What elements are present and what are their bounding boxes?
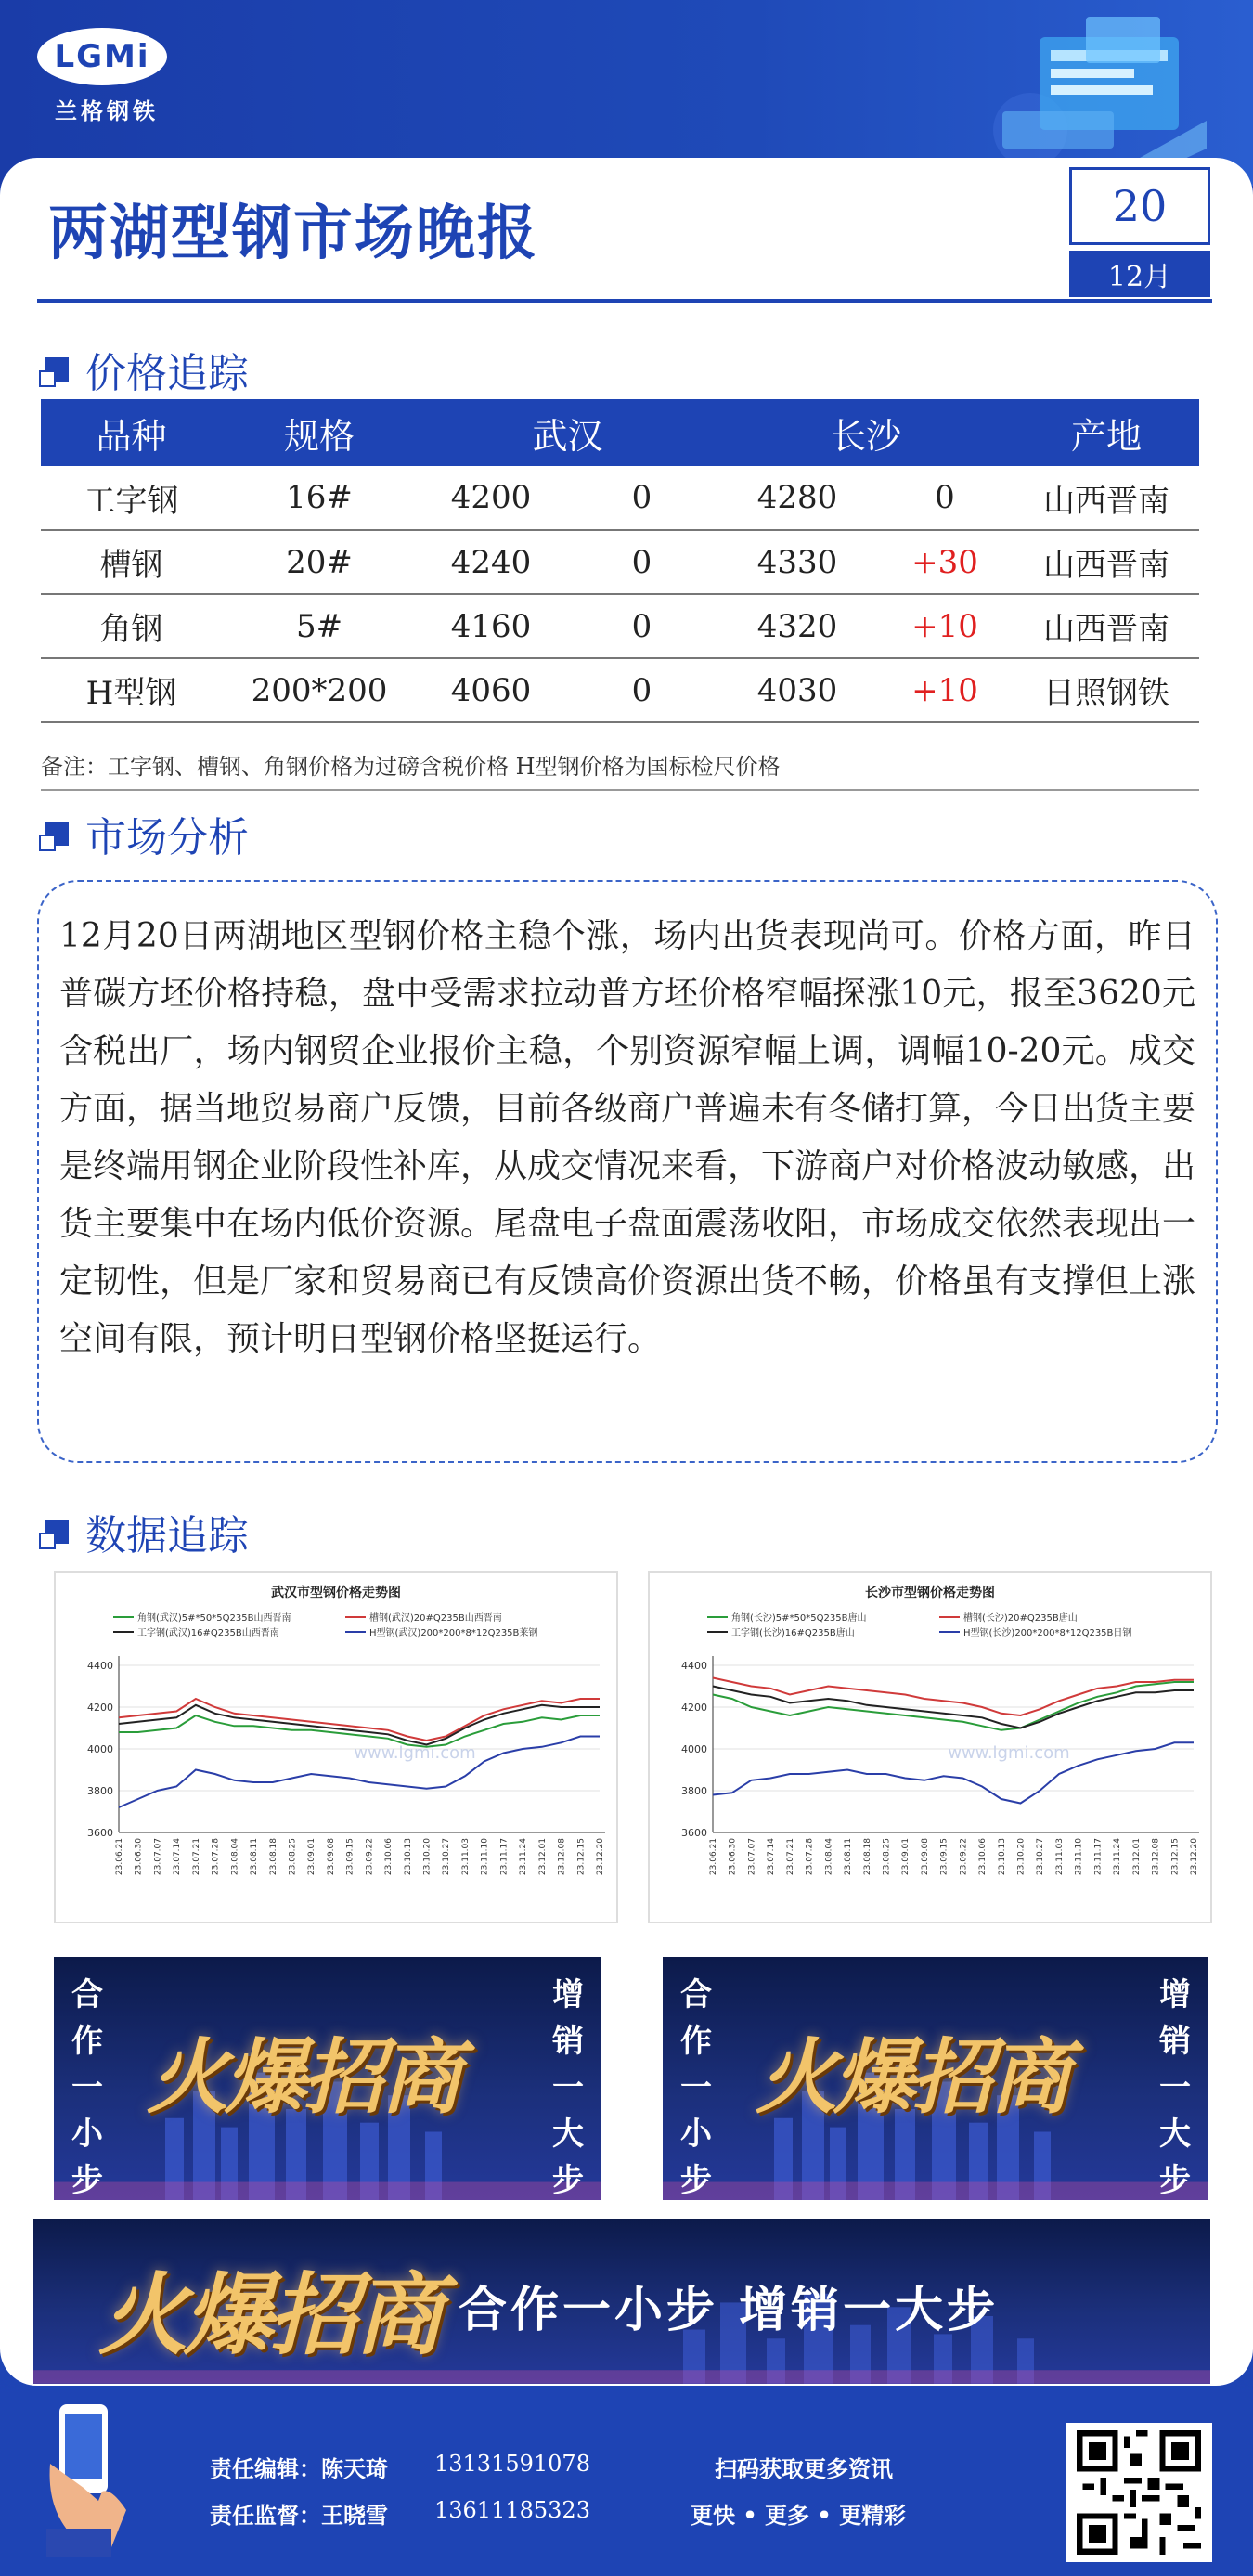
section-title: 价格追踪 — [85, 350, 249, 397]
x-tick-label: 23.11.24 — [519, 1838, 529, 1876]
x-tick-label: 23.08.25 — [882, 1838, 892, 1876]
x-tick-label: 23.09.22 — [959, 1838, 969, 1876]
table-row — [41, 466, 1199, 530]
x-tick-label: 23.12.01 — [1131, 1838, 1142, 1876]
y-tick-label: 3600 — [87, 1827, 113, 1839]
section-square-icon — [45, 357, 69, 382]
table-row — [41, 530, 1199, 594]
cell-wuhan-price: 4200 — [417, 466, 565, 530]
banner-main-text: 火爆招商 — [147, 2028, 459, 2125]
chart-changsha — [648, 1571, 1212, 1923]
col-header-changsha: 长沙 — [718, 399, 1014, 466]
x-tick-label: 23.12.08 — [557, 1838, 567, 1876]
qr-caption: 扫码获取更多资讯 — [715, 2455, 893, 2482]
cell-spec: 16# — [222, 466, 417, 530]
x-tick-label: 23.10.27 — [442, 1838, 452, 1876]
tagline: 更快 • 更多 • 更精彩 — [691, 2502, 907, 2529]
legend-label: 槽钢(武汉)20#Q235B山西晋南 — [369, 1613, 502, 1624]
cell-variety: 工字钢 — [41, 466, 222, 530]
legend-label: 工字钢(长沙)16#Q235B唐山 — [731, 1628, 855, 1638]
x-tick-label: 23.12.20 — [596, 1838, 605, 1876]
section-header-analysis — [45, 804, 249, 863]
cell-wuhan-change: 0 — [565, 466, 718, 530]
x-tick-label: 23.11.17 — [499, 1838, 510, 1876]
table-row — [41, 658, 1199, 722]
x-tick-label: 23.08.11 — [250, 1838, 260, 1876]
legend-label: 角钢(长沙)5#*50*5Q235B唐山 — [731, 1613, 867, 1624]
x-tick-label: 23.10.06 — [384, 1838, 394, 1876]
cell-changsha-change: +30 — [876, 530, 1014, 594]
cell-changsha-change: +10 — [876, 594, 1014, 658]
banner-right-side-text: 增销一大步 — [1159, 1976, 1191, 2199]
y-tick-label: 4200 — [87, 1702, 113, 1714]
legend-label: 槽钢(长沙)20#Q235B唐山 — [963, 1613, 1078, 1624]
page-title: 两湖型钢市场晚报 — [48, 199, 538, 268]
x-tick-label: 23.08.25 — [288, 1838, 298, 1876]
banner-slogan: 合作一小步 增销一大步 — [459, 2283, 1000, 2338]
banner-main-text: 火爆招商 — [756, 2028, 1068, 2125]
section-header-price — [45, 340, 249, 399]
col-header-wuhan: 武汉 — [417, 399, 718, 466]
x-tick-label: 23.07.14 — [173, 1838, 183, 1876]
y-tick-label: 4400 — [681, 1660, 707, 1672]
cell-changsha-price: 4320 — [718, 594, 876, 658]
supervisor-phone: 13611185323 — [434, 2497, 590, 2523]
x-tick-label: 23.09.15 — [345, 1838, 355, 1876]
cell-changsha-price: 4030 — [718, 658, 876, 722]
x-tick-label: 23.09.01 — [901, 1838, 911, 1876]
banner-main-text: 火爆招商 — [98, 2262, 440, 2367]
y-tick-label: 4000 — [87, 1743, 113, 1755]
cell-wuhan-price: 4240 — [417, 530, 565, 594]
ad-banner-wide[interactable] — [33, 2219, 1210, 2384]
y-tick-label: 3800 — [681, 1785, 707, 1797]
series-line — [713, 1678, 1194, 1716]
y-tick-label: 3800 — [87, 1785, 113, 1797]
x-tick-label: 23.06.30 — [728, 1838, 738, 1876]
analysis-text: 12月20日两湖地区型钢价格主稳个涨，场内出货表现尚可。价格方面，昨日普碳方坯价格持稳，盘中受需求拉动普方坯价格窄幅探涨10元，报至3620元含税出厂，场内钢贸企业报价主稳，个别资源窄幅上调，调幅10-20元。成交方面，据当地贸易商户反馈，目前各级商户普遍未有冬储打算，今日出货主要是终端用钢企业阶段性补库，从成交情况来看，下游商户对价格波动敏感，出货主要集中在场内低价资源。尾盘电子盘面震荡收阳，市场成交依然表现出一定韧性，但是厂家和贸易商已有反馈高价资源出货不畅，价格虽有支撑但上涨空间有限，预计明日型钢价格坚挺运行。 — [59, 917, 1196, 1358]
col-header-origin: 产地 — [1014, 399, 1199, 466]
x-tick-label: 23.07.07 — [747, 1838, 757, 1876]
qr-code-icon — [1073, 2430, 1205, 2555]
x-tick-label: 23.10.06 — [978, 1838, 988, 1876]
x-tick-label: 23.12.20 — [1190, 1838, 1199, 1876]
cell-variety: 槽钢 — [41, 530, 222, 594]
cell-spec: 200*200 — [222, 658, 417, 722]
logo-subtitle: 兰格钢铁 — [55, 97, 159, 124]
editor-phone: 13131591078 — [434, 2451, 590, 2477]
x-tick-label: 23.09.08 — [920, 1838, 930, 1876]
x-tick-label: 23.10.20 — [422, 1838, 433, 1876]
cell-wuhan-price: 4060 — [417, 658, 565, 722]
x-tick-label: 23.07.28 — [211, 1838, 221, 1876]
cell-variety: H型钢 — [41, 658, 222, 722]
x-tick-label: 23.08.18 — [862, 1838, 872, 1876]
x-tick-label: 23.10.13 — [997, 1838, 1007, 1876]
qr-code[interactable] — [1066, 2423, 1212, 2562]
section-header-data — [45, 1502, 249, 1561]
table-note: 备注：工字钢、槽钢、角钢价格为过磅含税价格 H型钢价格为国标检尺价格 — [41, 754, 781, 780]
x-tick-label: 23.12.08 — [1151, 1838, 1161, 1876]
col-header-spec: 规格 — [222, 399, 417, 466]
x-tick-label: 23.11.03 — [460, 1838, 471, 1876]
x-tick-label: 23.09.01 — [307, 1838, 317, 1876]
x-tick-label: 23.08.04 — [230, 1838, 240, 1876]
chart-watermark: www.lgmi.com — [354, 1743, 476, 1763]
date-month: 12月 — [1069, 251, 1210, 297]
cell-spec: 5# — [222, 594, 417, 658]
cell-origin: 山西晋南 — [1014, 594, 1199, 658]
x-tick-label: 23.06.21 — [115, 1838, 124, 1876]
x-tick-label: 23.11.10 — [480, 1838, 490, 1876]
cell-origin: 日照钢铁 — [1014, 658, 1199, 722]
x-tick-label: 23.11.24 — [1113, 1838, 1123, 1876]
chart-wuhan — [54, 1571, 618, 1923]
editor-label: 责任编辑：陈天琦 — [210, 2455, 388, 2482]
section-title: 数据追踪 — [85, 1512, 249, 1560]
legend-label: H型钢(武汉)200*200*8*12Q235B莱钢 — [369, 1628, 538, 1638]
table-row — [41, 594, 1199, 658]
x-tick-label: 23.07.28 — [805, 1838, 815, 1876]
tech-illustration — [975, 9, 1216, 176]
x-tick-label: 23.12.15 — [576, 1838, 587, 1876]
cell-origin: 山西晋南 — [1014, 466, 1199, 530]
cell-changsha-price: 4330 — [718, 530, 876, 594]
section-square-icon — [45, 822, 69, 846]
supervisor-label: 责任监督：王晓雪 — [210, 2502, 388, 2529]
y-tick-label: 4000 — [681, 1743, 707, 1755]
note-divider — [41, 789, 1199, 791]
cell-origin: 山西晋南 — [1014, 530, 1199, 594]
section-square-icon — [45, 1520, 69, 1544]
x-tick-label: 23.07.07 — [153, 1838, 163, 1876]
legend-label: 角钢(武汉)5#*50*5Q235B山西晋南 — [137, 1613, 291, 1624]
x-tick-label: 23.06.21 — [709, 1838, 718, 1876]
logo — [37, 28, 176, 130]
price-table — [41, 399, 1199, 723]
series-line — [119, 1705, 600, 1745]
cell-changsha-change: +10 — [876, 658, 1014, 722]
phone-hand-icon — [46, 2399, 130, 2557]
y-tick-label: 4400 — [87, 1660, 113, 1672]
cell-variety: 角钢 — [41, 594, 222, 658]
x-tick-label: 23.08.04 — [824, 1838, 834, 1876]
y-tick-label: 3600 — [681, 1827, 707, 1839]
x-tick-label: 23.12.01 — [537, 1838, 548, 1876]
x-tick-label: 23.09.08 — [326, 1838, 336, 1876]
x-tick-label: 23.09.22 — [365, 1838, 375, 1876]
date-day: 20 — [1069, 167, 1210, 245]
x-tick-label: 23.08.11 — [844, 1838, 854, 1876]
chart-wuhan-svg — [56, 1573, 616, 1922]
chart-title: 长沙市型钢价格走势图 — [865, 1586, 995, 1600]
x-tick-label: 23.10.13 — [403, 1838, 413, 1876]
cell-wuhan-price: 4160 — [417, 594, 565, 658]
x-tick-label: 23.06.30 — [134, 1838, 144, 1876]
y-tick-label: 4200 — [681, 1702, 707, 1714]
ad-banner-right[interactable] — [663, 1957, 1208, 2200]
date-badge — [1069, 167, 1210, 297]
legend-label: H型钢(长沙)200*200*8*12Q235B日钢 — [963, 1628, 1132, 1638]
table-header-row — [41, 399, 1199, 466]
banner-left-side-text: 合作一小步 — [680, 1976, 712, 2199]
title-divider — [37, 299, 1212, 303]
x-tick-label: 23.11.03 — [1054, 1838, 1065, 1876]
series-line — [713, 1682, 1194, 1730]
banner-left-side-text: 合作一小步 — [71, 1976, 103, 2199]
x-tick-label: 23.09.15 — [939, 1838, 949, 1876]
cell-wuhan-change: 0 — [565, 658, 718, 722]
legend-label: 工字钢(武汉)16#Q235B山西晋南 — [137, 1628, 279, 1638]
section-title: 市场分析 — [85, 814, 249, 861]
logo-mark: LGMi — [37, 28, 167, 85]
cell-wuhan-change: 0 — [565, 594, 718, 658]
x-tick-label: 23.12.15 — [1170, 1838, 1181, 1876]
cell-changsha-change: 0 — [876, 466, 1014, 530]
x-tick-label: 23.10.27 — [1036, 1838, 1046, 1876]
x-tick-label: 23.08.18 — [268, 1838, 278, 1876]
x-tick-label: 23.07.21 — [191, 1838, 201, 1876]
col-header-variety: 品种 — [41, 399, 222, 466]
x-tick-label: 23.10.20 — [1016, 1838, 1027, 1876]
x-tick-label: 23.07.21 — [785, 1838, 795, 1876]
analysis-box — [37, 880, 1218, 1463]
cell-spec: 20# — [222, 530, 417, 594]
chart-changsha-svg — [650, 1573, 1210, 1922]
chart-watermark: www.lgmi.com — [948, 1743, 1070, 1763]
ad-banner-left[interactable] — [54, 1957, 601, 2200]
cell-changsha-price: 4280 — [718, 466, 876, 530]
cell-wuhan-change: 0 — [565, 530, 718, 594]
banner-right-side-text: 增销一大步 — [552, 1976, 584, 2199]
x-tick-label: 23.07.14 — [767, 1838, 777, 1876]
x-tick-label: 23.11.10 — [1074, 1838, 1084, 1876]
x-tick-label: 23.11.17 — [1093, 1838, 1104, 1876]
chart-title: 武汉市型钢价格走势图 — [271, 1586, 401, 1600]
